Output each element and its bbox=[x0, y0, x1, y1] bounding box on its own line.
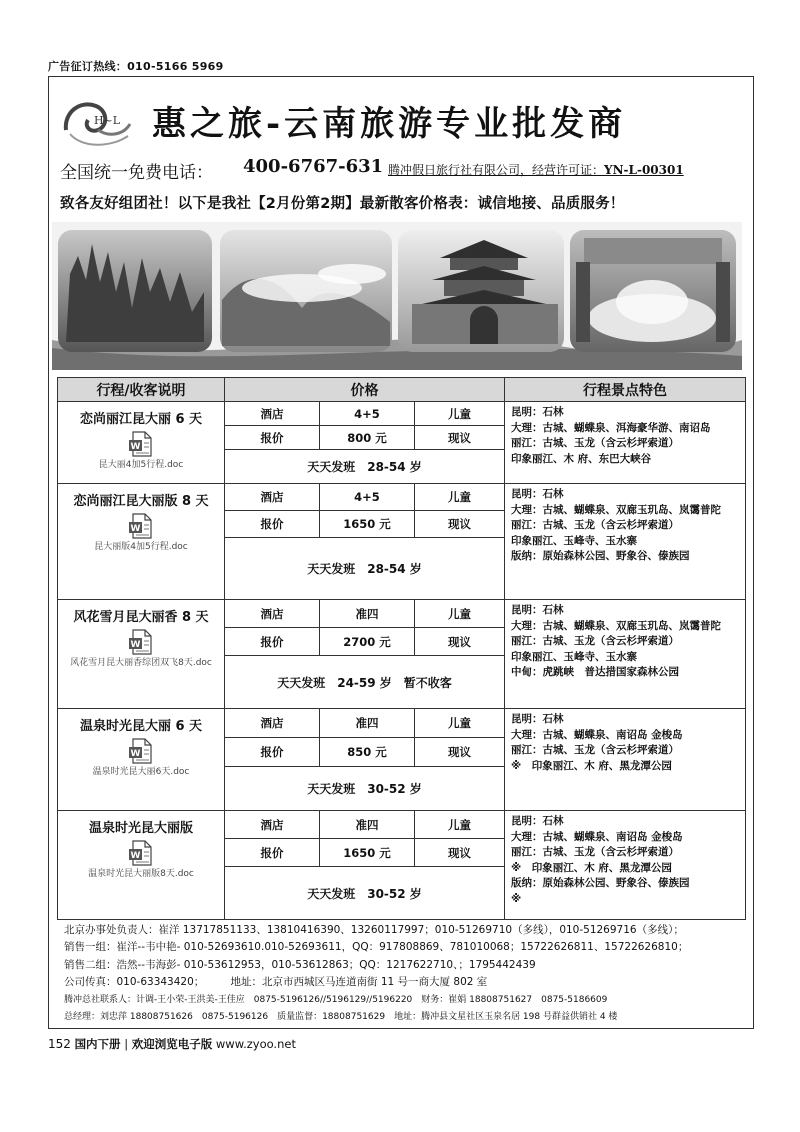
word-doc-icon bbox=[128, 840, 154, 866]
feature-line: 丽江：古城、玉龙（含云杉坪索道） bbox=[511, 846, 680, 859]
departure-schedule: 天天发班 24-59 岁 暂不收客 bbox=[225, 656, 505, 709]
route-name: 恋尚丽江昆大丽版 8 天 bbox=[73, 494, 209, 509]
feature-line: 丽江：古城、玉龙（含云杉坪索道） bbox=[511, 519, 680, 532]
route-features bbox=[505, 709, 746, 811]
feature-line: 昆明：石林 bbox=[511, 604, 564, 616]
route-name: 恋尚丽江昆大丽 6 天 bbox=[79, 412, 203, 427]
svg-text:H~L: H~L bbox=[94, 114, 121, 127]
price-label: 报价 bbox=[225, 738, 320, 767]
child-label: 儿童 bbox=[415, 402, 505, 426]
hotline-number: 400-6767-631 bbox=[243, 156, 384, 177]
route-name: 温泉时光昆大丽版 bbox=[88, 821, 193, 836]
svg-text:W: W bbox=[130, 442, 141, 452]
feature-line: 大理：古城、蝴蝶泉、洱海豪华游、南诏岛 bbox=[511, 421, 711, 434]
license-number: YN-L-00301 bbox=[604, 163, 684, 177]
route-doc-filename: 温泉时光昆大丽6天.doc bbox=[92, 767, 190, 777]
route-cell bbox=[58, 484, 225, 600]
feature-line: 昆明：石林 bbox=[511, 488, 564, 500]
word-doc-icon bbox=[128, 738, 154, 764]
tengchong-contact: 腾冲总社联系人：计调-王小荣-王洪美-王佳应 0875-5196126//5196129//5196220 财务：崔娟 18808751627 0875-5186609 bbox=[64, 994, 608, 1005]
photo-band bbox=[52, 222, 742, 370]
route-doc-filename: 风花雪月昆大丽香综团双飞8天.doc bbox=[70, 658, 212, 668]
stone-forest-photo bbox=[58, 230, 212, 352]
feature-line: ※ 印象丽江、木 府、黑龙潭公园 bbox=[511, 861, 672, 874]
route-doc-attachment[interactable] bbox=[58, 513, 224, 553]
table-header-row bbox=[58, 378, 746, 402]
adult-price: 850 元 bbox=[320, 738, 415, 767]
hotel-label: 酒店 bbox=[225, 709, 320, 738]
adult-price: 1650 元 bbox=[320, 511, 415, 538]
child-price: 现议 bbox=[415, 839, 505, 867]
route-features bbox=[505, 402, 746, 484]
header-price: 价格 bbox=[225, 378, 505, 402]
header-features: 行程景点特色 bbox=[505, 378, 746, 402]
feature-line: 版纳：原始森林公园、野象谷、傣族园 bbox=[511, 550, 690, 563]
feature-line: 大理：古城、蝴蝶泉、南诏岛 金梭岛 bbox=[511, 830, 683, 843]
general-manager-contact: 总经理：刘忠萍 18808751626 0875-5196126 质量监督：18808751629 地址：腾冲县文星社区玉泉名居 198 号群益供销社 4 楼 bbox=[64, 1012, 618, 1023]
word-doc-icon bbox=[128, 513, 154, 539]
svg-text:W: W bbox=[130, 851, 141, 861]
adult-price: 1650 元 bbox=[320, 839, 415, 867]
header-itinerary: 行程/收客说明 bbox=[58, 378, 225, 402]
route-cell bbox=[58, 709, 225, 811]
hotline-label: 全国统一免费电话： bbox=[60, 163, 213, 183]
contact-info bbox=[64, 922, 750, 1026]
page-footer bbox=[48, 1036, 296, 1052]
hotel-grade: 准四 bbox=[320, 811, 415, 839]
sales-group-1-contact: 销售一组：崔洋--韦中艳- 010-52693610.010-52693611，QQ：917808869、781010068；15722626811、15722626810； bbox=[64, 941, 689, 954]
word-doc-icon bbox=[128, 629, 154, 655]
route-cell bbox=[58, 600, 225, 709]
feature-line: 中甸：虎跳峡 普达措国家森林公园 bbox=[511, 666, 680, 679]
feature-line: 昆明：石林 bbox=[511, 406, 564, 418]
departure-schedule: 天天发班 30-52 岁 bbox=[225, 767, 505, 811]
price-label: 报价 bbox=[225, 426, 320, 450]
feature-line: ※ 印象丽江、木 府、黑龙潭公园 bbox=[511, 759, 672, 772]
feature-line: 丽江：古城、玉龙（含云杉坪索道） bbox=[511, 437, 680, 450]
route-doc-attachment[interactable] bbox=[58, 431, 224, 471]
adult-price: 800 元 bbox=[320, 426, 415, 450]
hotel-grade: 4+5 bbox=[320, 484, 415, 511]
price-table bbox=[57, 377, 746, 920]
fax-address: 公司传真：010-63343420； 地址：北京市西城区马连道南街 11 号一商大厦 802 室 bbox=[64, 976, 488, 989]
price-label: 报价 bbox=[225, 511, 320, 538]
hotel-label: 酒店 bbox=[225, 811, 320, 839]
hotel-grade: 准四 bbox=[320, 600, 415, 628]
route-row bbox=[58, 484, 746, 511]
adult-price: 2700 元 bbox=[320, 628, 415, 656]
child-label: 儿童 bbox=[415, 600, 505, 628]
feature-line: 大理：古城、蝴蝶泉、双廊玉玑岛、岚霭普陀 bbox=[511, 619, 722, 632]
sales-group-2-contact: 销售二组：浩然--韦海彭- 010-53612953，010-53612863；QQ：1217622710、；1795442439 bbox=[64, 958, 536, 971]
greeting-banner: 致各友好组团社！以下是我社【2月份第2期】最新散客价格表：诚信地接、品质服务！ bbox=[60, 196, 625, 212]
svg-text:W: W bbox=[130, 524, 141, 534]
route-features bbox=[505, 484, 746, 600]
footer-url[interactable]: www.zyoo.net bbox=[215, 1037, 296, 1051]
route-doc-filename: 昆大丽版4加5行程.doc bbox=[94, 542, 188, 552]
child-label: 儿童 bbox=[415, 709, 505, 738]
route-row bbox=[58, 811, 746, 839]
feature-line: 印象丽江、木 府、东巴大峡谷 bbox=[511, 452, 652, 465]
beijing-office-contact: 北京办事处负责人：崔洋 13717851133、13810416390、13260117997；010-51269710（多线），010-51269716（多线）； bbox=[64, 924, 684, 936]
departure-schedule: 天天发班 28-54 岁 bbox=[225, 538, 505, 600]
price-label: 报价 bbox=[225, 839, 320, 867]
feature-line: 丽江：古城、玉龙（含云杉坪索道） bbox=[511, 635, 680, 648]
hotel-label: 酒店 bbox=[225, 484, 320, 511]
svg-text:W: W bbox=[130, 640, 141, 650]
brand-logo bbox=[58, 90, 138, 152]
agency-name: 腾冲假日旅行社有限公司，经营许可证： bbox=[388, 163, 605, 177]
feature-line: 版纳：原始森林公园、野象谷、傣族园 bbox=[511, 877, 690, 890]
route-doc-attachment[interactable] bbox=[58, 738, 224, 778]
footer-slogan: 欢迎浏览电子版 bbox=[131, 1037, 213, 1051]
footer-divider: | bbox=[124, 1037, 129, 1051]
route-name: 温泉时光昆大丽 6 天 bbox=[79, 719, 203, 734]
footer-section: 国内下册 bbox=[74, 1037, 121, 1051]
ad-hotline: 广告征订热线：010-5166 5969 bbox=[48, 60, 224, 73]
route-doc-attachment[interactable] bbox=[58, 840, 224, 880]
child-price: 现议 bbox=[415, 628, 505, 656]
cloud-mountain-photo bbox=[220, 230, 392, 352]
route-features bbox=[505, 600, 746, 709]
feature-line: 丽江：古城、玉龙（含云杉坪索道） bbox=[511, 744, 680, 757]
feature-line: 大理：古城、蝴蝶泉、双廊玉玑岛、岚霭普陀 bbox=[511, 503, 722, 516]
feature-line: 印象丽江、玉峰寺、玉水寨 bbox=[511, 650, 638, 663]
route-row bbox=[58, 402, 746, 426]
child-price: 现议 bbox=[415, 426, 505, 450]
page-number: 152 bbox=[48, 1037, 71, 1051]
feature-line: ※ bbox=[511, 892, 522, 905]
svg-text:W: W bbox=[130, 749, 141, 759]
feature-line: 昆明：石林 bbox=[511, 713, 564, 725]
child-label: 儿童 bbox=[415, 484, 505, 511]
feature-line: 大理：古城、蝴蝶泉、南诏岛 金梭岛 bbox=[511, 728, 683, 741]
hotel-label: 酒店 bbox=[225, 600, 320, 628]
brand-title: 惠之旅-云南旅游专业批发商 bbox=[152, 104, 627, 144]
departure-schedule: 天天发班 28-54 岁 bbox=[225, 450, 505, 484]
route-name: 风花雪月昆大丽香 8 天 bbox=[73, 610, 209, 625]
hotel-label: 酒店 bbox=[225, 402, 320, 426]
hot-spring-photo bbox=[570, 230, 736, 352]
departure-schedule: 天天发班 30-52 岁 bbox=[225, 867, 505, 920]
route-features bbox=[505, 811, 746, 920]
feature-line: 印象丽江、玉峰寺、玉水寨 bbox=[511, 534, 638, 547]
ancient-gate-tower-photo bbox=[398, 230, 564, 352]
route-doc-filename: 温泉时光昆大丽版8天.doc bbox=[88, 869, 194, 879]
hotel-grade: 准四 bbox=[320, 709, 415, 738]
word-doc-icon bbox=[128, 431, 154, 457]
route-row bbox=[58, 709, 746, 738]
route-doc-filename: 昆大丽4加5行程.doc bbox=[98, 460, 184, 470]
child-price: 现议 bbox=[415, 511, 505, 538]
route-doc-attachment[interactable] bbox=[58, 629, 224, 669]
price-label: 报价 bbox=[225, 628, 320, 656]
route-cell bbox=[58, 811, 225, 920]
feature-line: 昆明：石林 bbox=[511, 815, 564, 827]
child-label: 儿童 bbox=[415, 811, 505, 839]
child-price: 现议 bbox=[415, 738, 505, 767]
route-cell bbox=[58, 402, 225, 484]
agency-line bbox=[388, 161, 684, 178]
route-row bbox=[58, 600, 746, 628]
hotel-grade: 4+5 bbox=[320, 402, 415, 426]
